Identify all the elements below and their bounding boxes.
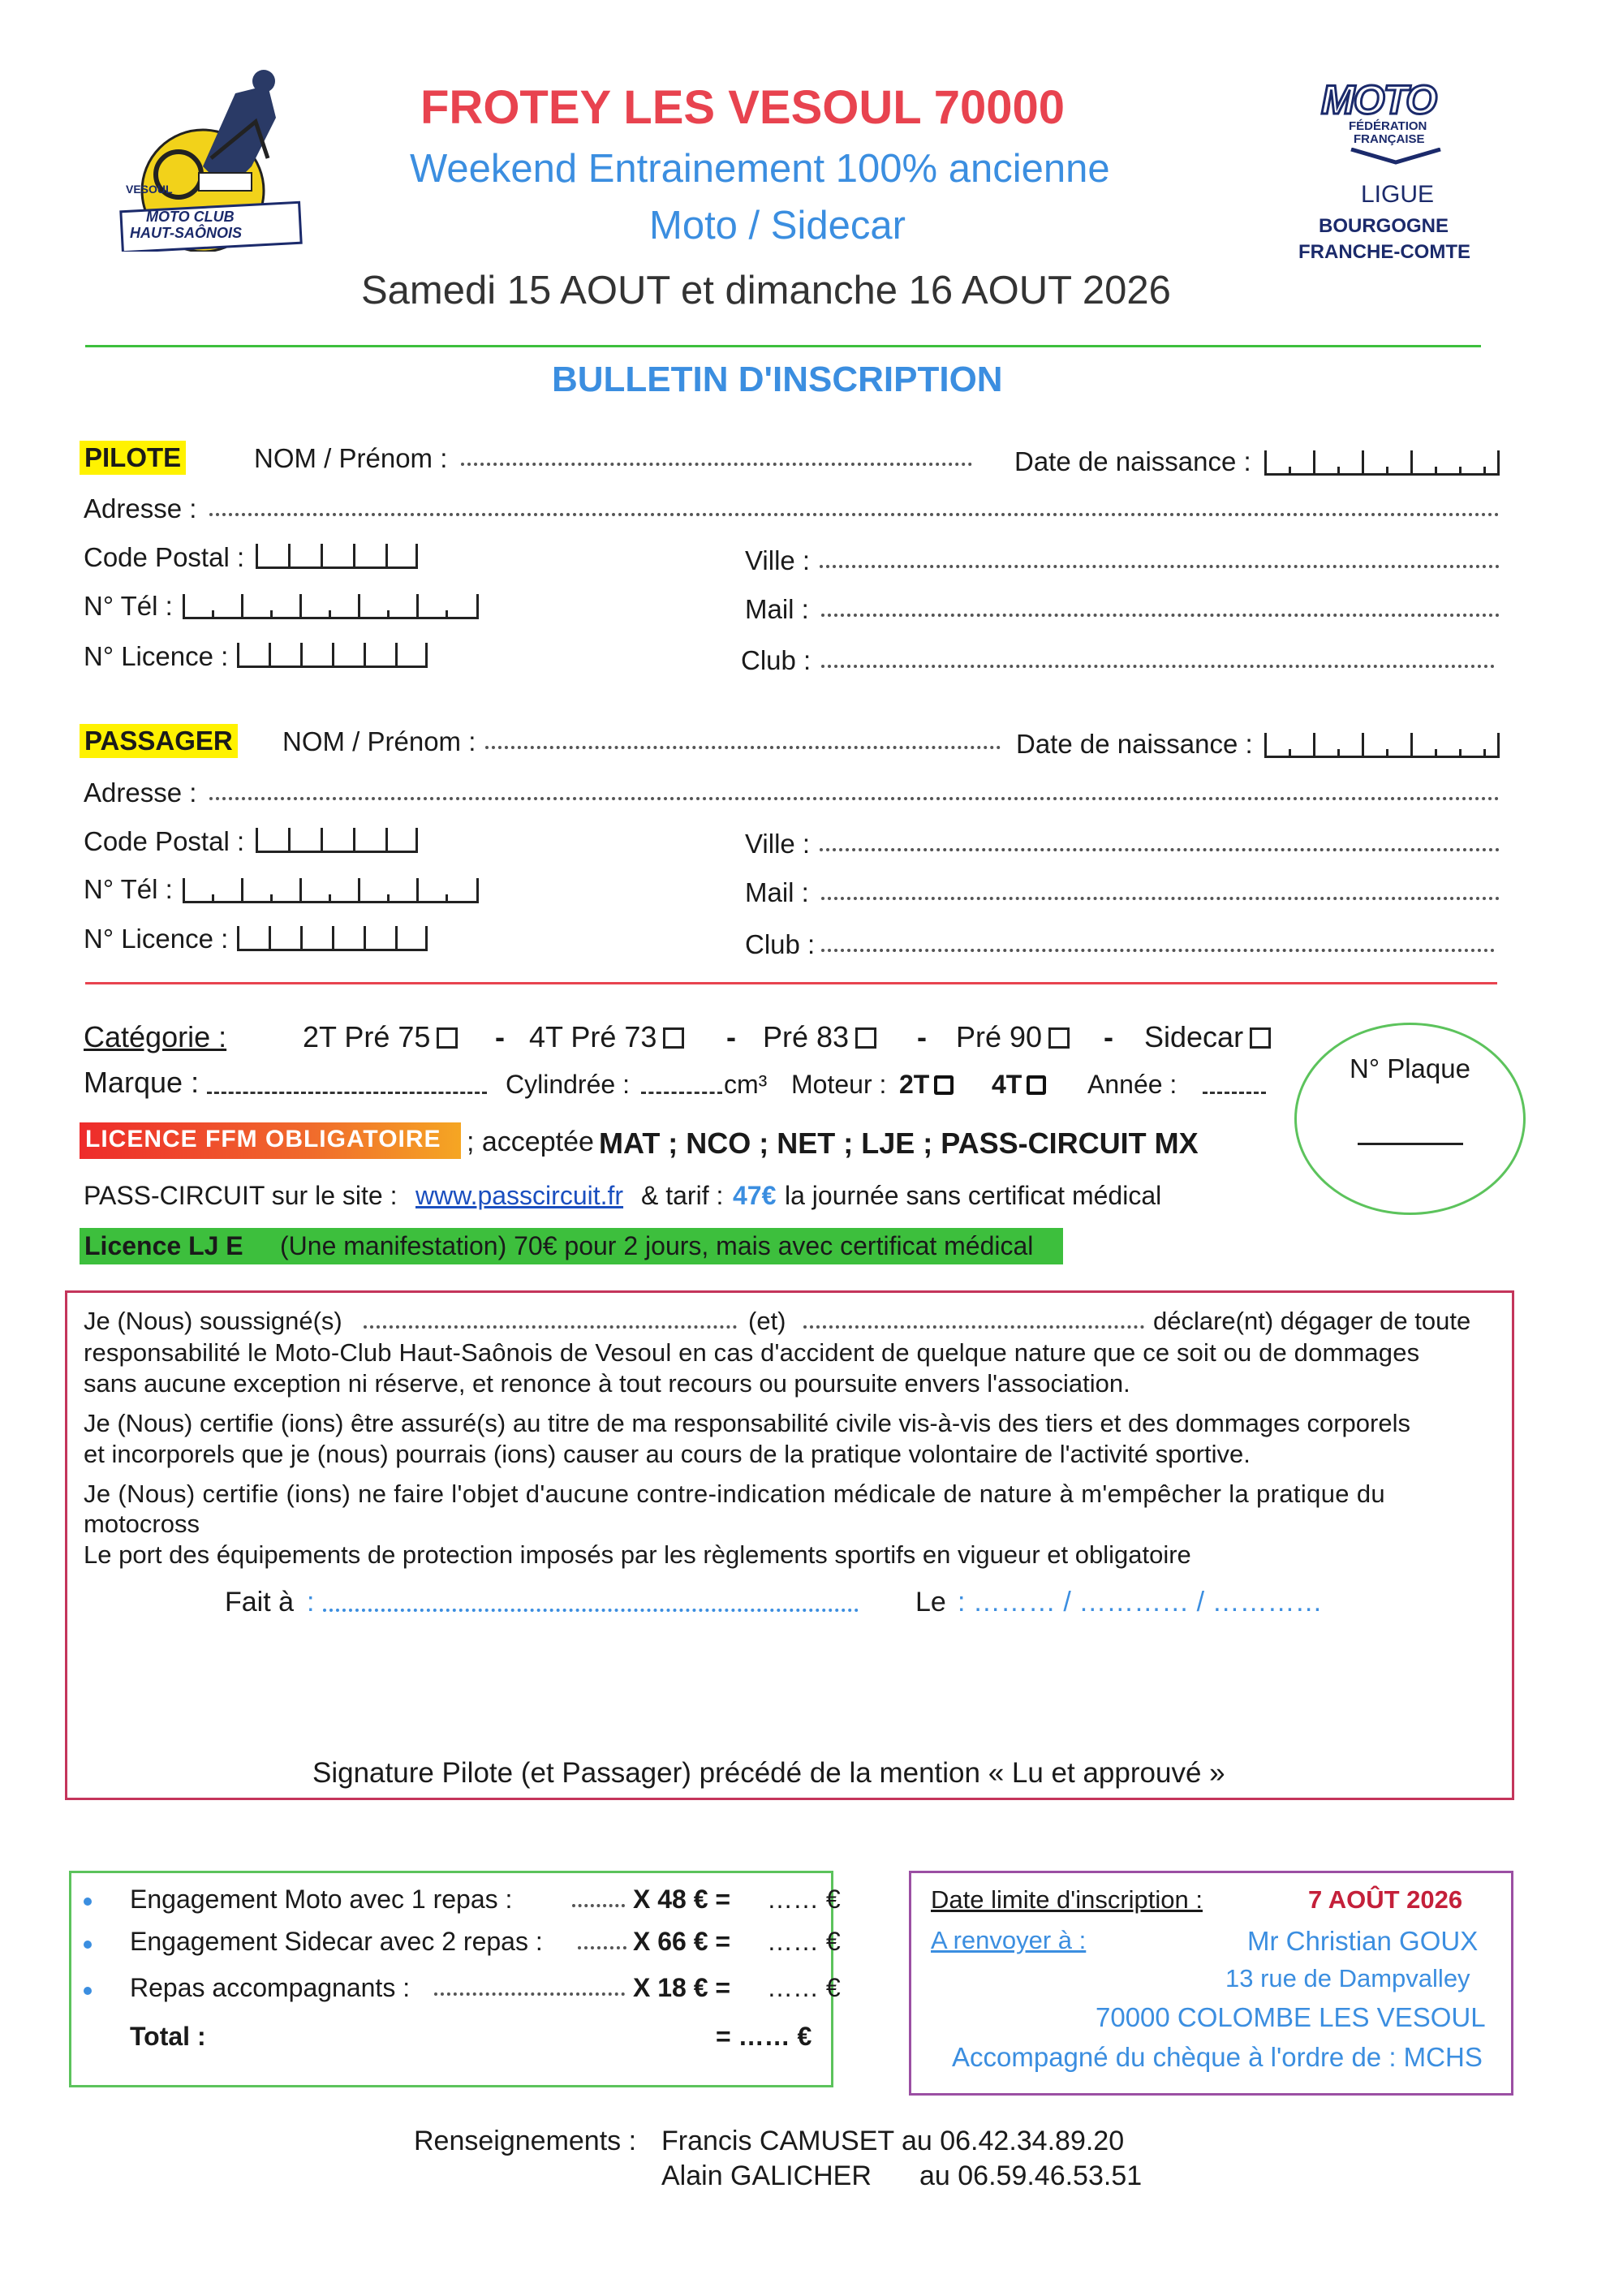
pilote-mail-label: Mail : (745, 594, 809, 624)
ffm-logo-region2: FRANCHE-COMTE (1298, 241, 1470, 263)
moteur-4t-checkbox[interactable] (1027, 1075, 1046, 1095)
cylindree-unit: cm³ (724, 1070, 768, 1099)
pilote-ville-field[interactable] (820, 565, 1500, 568)
passager-cp-field[interactable] (256, 830, 418, 853)
passager-cp-label: Code Postal : (84, 826, 245, 856)
cat-pre90-checkbox[interactable] (1048, 1027, 1070, 1049)
annee-label: Année : (1087, 1070, 1177, 1099)
ffm-logo-region1: BOURGOGNE (1319, 215, 1449, 237)
cylindree-field[interactable] (641, 1092, 722, 1094)
fee-bullet (84, 1941, 92, 1949)
fee-repas-qty[interactable] (434, 1992, 625, 1996)
contact-person2: Alain GALICHER (661, 2160, 872, 2191)
cat-4t-pre73-checkbox[interactable] (663, 1027, 684, 1049)
marque-field[interactable] (207, 1092, 487, 1094)
event-dates: Samedi 15 AOUT et dimanche 16 AOUT 2026 (361, 269, 1171, 312)
fee-moto-result[interactable]: …… € (767, 1885, 841, 1914)
pilote-cp-field[interactable] (256, 546, 418, 569)
cat-option-2t-pre75[interactable] (303, 1020, 458, 1053)
pilote-club-field[interactable] (821, 665, 1495, 668)
cat-option-2t-pre75-label: 2T Pré 75 (303, 1020, 431, 1053)
passager-adresse-field[interactable] (209, 797, 1500, 800)
fee-bullet (84, 1987, 92, 1995)
cylindree-label: Cylindrée : (506, 1070, 630, 1099)
cat-option-sidecar-label: Sidecar (1144, 1020, 1244, 1053)
deadline-label: Date limite d'inscription : (931, 1885, 1203, 1914)
decl-line3: sans aucune exception ni réserve, et renonce à tout recours ou poursuite envers l'association. (84, 1369, 1130, 1398)
fait-label: Fait à (225, 1587, 295, 1618)
licence-ffm-badge: LICENCE FFM OBLIGATOIRE (85, 1126, 441, 1152)
pass-suffix: la journée sans certificat médical (785, 1181, 1162, 1210)
contact-phone2: au 06.59.46.53.51 (919, 2160, 1143, 2191)
pilote-licence-field[interactable] (237, 645, 428, 668)
cat-2t-pre75-checkbox[interactable] (437, 1027, 458, 1049)
pilote-tel-field[interactable] (183, 597, 479, 619)
fee-repas-result[interactable]: …… € (767, 1973, 841, 2002)
passager-ville-field[interactable] (820, 848, 1500, 851)
cat-option-4t-pre73-label: 4T Pré 73 (529, 1020, 657, 1053)
passager-tel-label: N° Tél : (84, 874, 173, 904)
ffm-logo-ligue: LIGUE (1361, 181, 1435, 208)
fee-moto-x: X 48 € = (633, 1885, 731, 1914)
cat-option-pre90-label: Pré 90 (956, 1020, 1043, 1053)
annee-field[interactable] (1203, 1092, 1266, 1094)
contact-label: Renseignements : (414, 2126, 637, 2156)
moteur-option-2t[interactable] (899, 1070, 954, 1100)
date-field[interactable]: : ……… / ………… / ………… (958, 1587, 1323, 1618)
passager-adresse-label: Adresse : (84, 778, 197, 808)
decl-line6: Je (Nous) certifie (ions) ne faire l'objet d'aucune contre-indication médicale de nature à m'empêcher la pratique du (84, 1480, 1386, 1508)
section-divider (85, 982, 1497, 984)
send-name: Mr Christian GOUX (1247, 1926, 1479, 1956)
cat-pre83-checkbox[interactable] (855, 1027, 876, 1049)
decl-line1-a: Je (Nous) soussigné(s) (84, 1307, 342, 1335)
plaque-field (1358, 1143, 1463, 1145)
fee-bullet (84, 1898, 92, 1906)
event-title: FROTEY LES VESOUL 70000 (420, 81, 1065, 134)
cat-separator: - (917, 1020, 927, 1053)
passager-mail-field[interactable] (821, 897, 1500, 900)
ffm-logo (1298, 77, 1493, 272)
moteur-option-4t-label: 4T (992, 1070, 1022, 1099)
pass-circuit-link[interactable]: www.passcircuit.fr (415, 1181, 624, 1210)
pilote-ville-label: Ville : (745, 545, 811, 575)
event-subtitle: Weekend Entrainement 100% ancienne (410, 147, 1110, 191)
lje-bold: Licence LJ E (84, 1231, 243, 1260)
fee-side-qty[interactable] (578, 1946, 626, 1949)
form-title: BULLETIN D'INSCRIPTION (552, 360, 1003, 399)
fee-side-label: Engagement Sidecar avec 2 repas : (130, 1927, 543, 1956)
club-logo-line2: MOTO CLUB (146, 209, 235, 225)
licence-accepted-prefix: ; acceptée (467, 1126, 602, 1157)
pilote-nom-label: NOM / Prénom : (254, 443, 448, 473)
passager-licence-label: N° Licence : (84, 924, 229, 954)
fee-side-x: X 66 € = (633, 1927, 731, 1956)
le-label: Le (915, 1587, 946, 1618)
pilote-licence-label: N° Licence : (84, 641, 229, 671)
fee-repas-x: X 18 € = (633, 1973, 731, 2002)
pilote-birth-field[interactable] (1264, 453, 1500, 476)
pilote-adresse-label: Adresse : (84, 493, 197, 523)
ffm-logo-fed2: FRANÇAISE (1354, 132, 1425, 146)
club-logo (114, 69, 308, 252)
decl-line2: responsabilité le Moto-Club Haut-Saônois de Vesoul en cas d'accident de quelque nature que ce soit ou de dommages (84, 1338, 1420, 1367)
pilote-club-label: Club : (741, 645, 812, 675)
decl-line8: Le port des équipements de protection imposés par les règlements sportifs en vigueur et obligatoire (84, 1540, 1191, 1569)
contact-person1: Francis CAMUSET au 06.42.34.89.20 (661, 2126, 1125, 2156)
cat-separator: - (1104, 1020, 1113, 1053)
ffm-logo-moto: MOTO (1321, 77, 1436, 123)
fait-field[interactable] (323, 1609, 859, 1612)
cat-separator: - (726, 1020, 736, 1053)
send-label: A renvoyer à : (931, 1926, 1087, 1954)
pilote-label: PILOTE (80, 441, 186, 475)
moteur-label: Moteur : (791, 1070, 887, 1099)
passager-nom-field[interactable] (485, 746, 1001, 749)
lje-text: (Une manifestation) 70€ pour 2 jours, mais avec certificat médical (280, 1231, 1034, 1260)
passager-mail-label: Mail : (745, 877, 809, 907)
cat-sidecar-checkbox[interactable] (1250, 1027, 1271, 1049)
fee-repas-label: Repas accompagnants : (130, 1973, 411, 2002)
plaque-oval[interactable] (1294, 1023, 1526, 1215)
club-logo-line1: VESOUL (126, 183, 173, 196)
event-subtitle-type: Moto / Sidecar (649, 204, 906, 248)
fait-colon: : (307, 1587, 315, 1618)
cat-option-sidecar[interactable] (1144, 1020, 1271, 1053)
decl-line1-b: (et) (748, 1307, 786, 1335)
fee-total-label: Total : (130, 2022, 206, 2051)
cheque-note: Accompagné du chèque à l'ordre de : MCHS (952, 2042, 1483, 2072)
moteur-option-2t-label: 2T (899, 1070, 930, 1099)
header-divider (85, 345, 1481, 347)
decl-line4: Je (Nous) certifie (ions) être assuré(s) au titre de ma responsabilité civile vis-à-vis des tiers et des dommages corporels (84, 1409, 1410, 1437)
moteur-2t-checkbox[interactable] (934, 1075, 954, 1095)
pilote-tel-label: N° Tél : (84, 591, 173, 621)
cat-separator: - (495, 1020, 505, 1053)
fee-moto-label: Engagement Moto avec 1 repas : (130, 1885, 513, 1914)
pilote-birth-label: Date de naissance : (1014, 446, 1251, 476)
passager-ville-label: Ville : (745, 829, 811, 859)
pass-circuit-prefix: PASS-CIRCUIT sur le site : (84, 1181, 398, 1210)
pilote-nom-field[interactable] (461, 463, 972, 466)
decl-line7: motocross (84, 1510, 200, 1538)
passager-nom-label: NOM / Prénom : (282, 726, 476, 756)
decl-line5: et incorporels que je (nous) pourrais (ions) causer au cours de la pratique volontaire de l'activité sportive. (84, 1440, 1251, 1468)
pass-tarif-prefix: & tarif : (641, 1181, 724, 1210)
pilote-cp-label: Code Postal : (84, 542, 245, 572)
decl-name1-field[interactable] (364, 1325, 737, 1329)
cat-option-pre83[interactable] (763, 1020, 876, 1053)
deadline-date: 7 AOÛT 2026 (1308, 1885, 1463, 1914)
passager-club-label: Club : (745, 929, 816, 959)
passager-label: PASSAGER (80, 724, 238, 758)
passager-birth-label: Date de naissance : (1016, 729, 1253, 759)
pilote-adresse-field[interactable] (209, 513, 1500, 516)
pilote-mail-field[interactable] (821, 614, 1500, 617)
ffm-logo-fed1: FÉDÉRATION (1349, 119, 1427, 133)
decl-name2-field[interactable] (803, 1325, 1144, 1329)
marque-label: Marque : (84, 1066, 200, 1099)
signature-note: Signature Pilote (et Passager) précédé de la mention « Lu et approuvé » (312, 1757, 1225, 1789)
send-street: 13 rue de Dampvalley (1225, 1964, 1470, 1992)
send-city: 70000 COLOMBE LES VESOUL (1096, 2002, 1486, 2032)
categorie-label: Catégorie : (84, 1020, 227, 1053)
moteur-option-4t[interactable] (992, 1070, 1046, 1100)
passager-club-field[interactable] (821, 949, 1495, 952)
cat-option-pre90[interactable] (956, 1020, 1070, 1053)
cat-option-4t-pre73[interactable] (529, 1020, 684, 1053)
decl-line1-c: déclare(nt) dégager de toute (1153, 1307, 1471, 1335)
passager-birth-field[interactable] (1264, 735, 1500, 758)
fee-moto-qty[interactable] (572, 1904, 625, 1907)
fee-side-result[interactable]: …… € (767, 1927, 841, 1956)
plaque-label: N° Plaque (1350, 1053, 1470, 1083)
licence-accepted-list: MAT ; NCO ; NET ; LJE ; PASS-CIRCUIT MX (599, 1126, 1199, 1160)
fee-total-value[interactable]: = …… € (716, 2022, 812, 2051)
passager-licence-field[interactable] (237, 928, 428, 951)
pass-price: 47€ (733, 1181, 777, 1210)
cat-option-pre83-label: Pré 83 (763, 1020, 850, 1053)
club-logo-line3: HAUT-SAÔNOIS (130, 225, 243, 241)
passager-tel-field[interactable] (183, 881, 479, 903)
